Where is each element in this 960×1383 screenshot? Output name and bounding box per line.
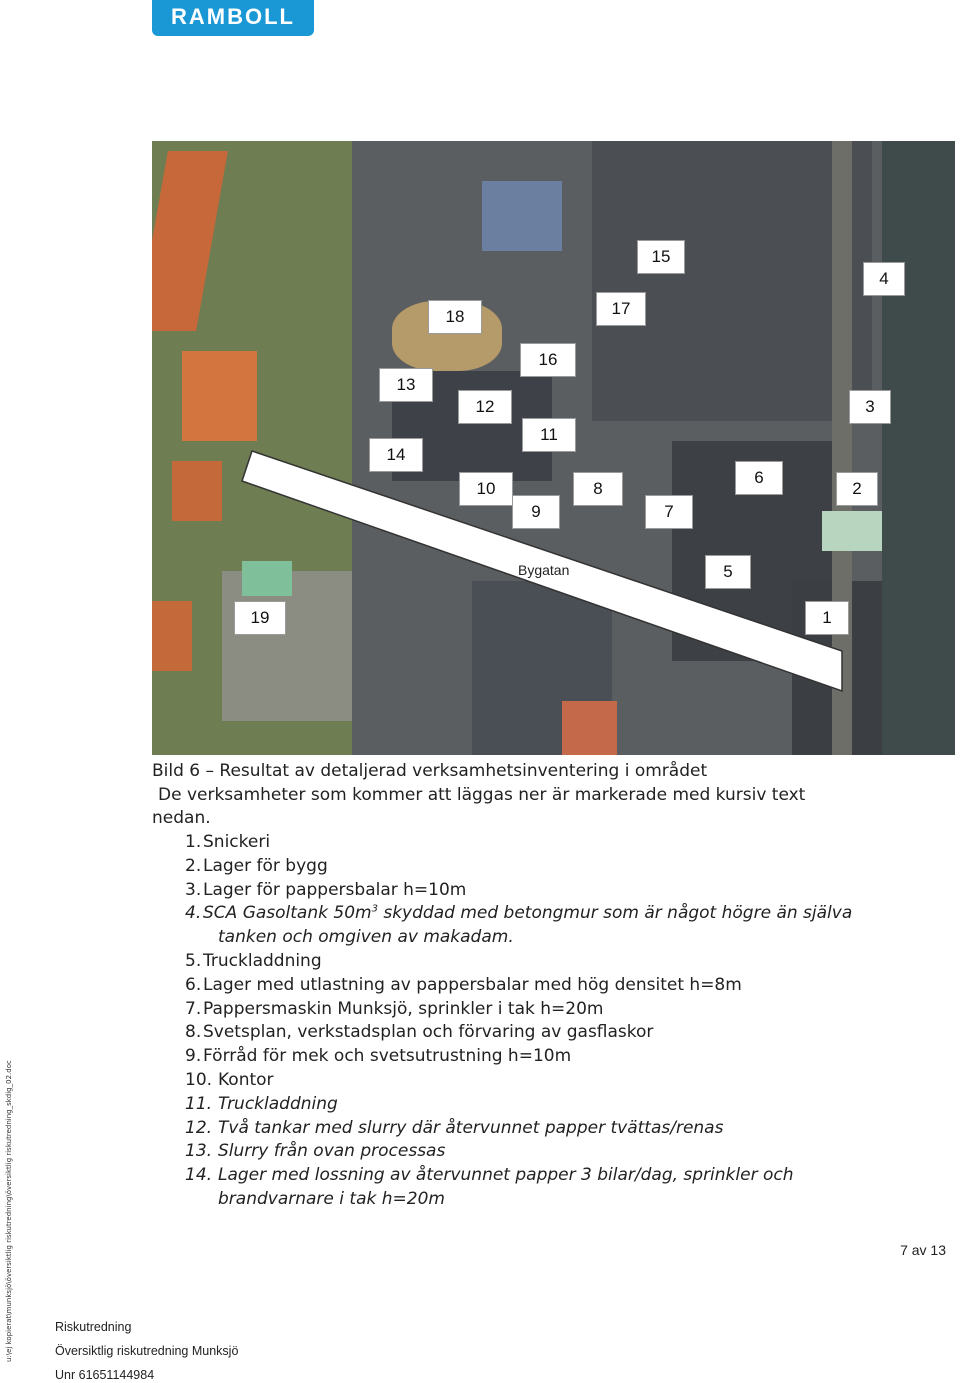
logo-text: RAMBOLL	[171, 4, 295, 29]
list-item	[185, 831, 885, 855]
item-number: 4.	[185, 903, 202, 924]
map-marker: 8	[573, 472, 623, 506]
map-marker: 9	[512, 495, 560, 529]
list-item	[185, 902, 885, 926]
map-marker: 17	[596, 292, 646, 326]
item-number: 7.	[185, 998, 202, 1019]
map-marker: 1	[805, 601, 849, 635]
list-item	[185, 998, 885, 1022]
list-item	[185, 879, 885, 903]
item-number: 12.	[185, 1117, 213, 1138]
item-text: Truckladdning	[203, 950, 322, 971]
map-marker: 12	[458, 390, 512, 424]
map-marker: 19	[234, 601, 286, 635]
list-item	[185, 1164, 885, 1188]
item-text: brandvarnare i tak h=20m	[218, 1188, 445, 1209]
page-number: 7 av 13	[900, 1242, 946, 1258]
map-marker: 2	[836, 472, 878, 506]
item-number: 6.	[185, 974, 202, 995]
item-number: 2.	[185, 855, 202, 876]
footer-line: Översiktlig riskutredning Munksjö	[55, 1344, 239, 1358]
caption-subtitle: De verksamheter som kommer att läggas ner är markerade med kursiv text	[158, 784, 806, 805]
item-text: Förråd för mek och svetsutrustning h=10m	[203, 1046, 572, 1067]
map-marker: 16	[520, 343, 576, 377]
item-text: Två tankar med slurry där återvunnet papper tvättas/renas	[218, 1117, 724, 1138]
map-marker: 11	[522, 418, 576, 452]
footer-line: Riskutredning	[55, 1320, 132, 1334]
map-marker: 15	[637, 240, 685, 274]
item-text: Lager för pappersbalar h=10m	[203, 879, 467, 900]
figure-caption	[152, 760, 852, 831]
item-text	[203, 902, 852, 926]
superscript: 3	[371, 903, 378, 915]
footer-line: Unr 61651144984	[55, 1368, 155, 1382]
item-text: Lager med utlastning av pappersbalar med hög densitet h=8m	[203, 974, 742, 995]
map-marker: 10	[459, 472, 513, 506]
road-label: Bygatan	[518, 562, 570, 578]
item-number: 14.	[185, 1165, 213, 1186]
list-item-continuation	[185, 926, 885, 950]
list-item	[185, 1045, 885, 1069]
item-text: tanken och omgiven av makadam.	[218, 927, 514, 948]
map-marker: 4	[863, 262, 905, 296]
list-item	[185, 1117, 885, 1141]
item-text: Slurry från ovan processas	[218, 1141, 446, 1162]
item-number: 13.	[185, 1141, 213, 1162]
item-number: 1.	[185, 832, 202, 852]
map-marker: 3	[849, 390, 891, 424]
list-item	[185, 974, 885, 998]
map-marker: 6	[735, 461, 783, 495]
map-marker: 13	[379, 368, 433, 402]
file-path: u:\ej kopierat\munksjö\översiktlig riskutredning\översiktlig riskutredning_skdig_02.doc	[5, 1060, 13, 1362]
item-number: 9.	[185, 1046, 202, 1067]
ramboll-logo	[152, 0, 314, 36]
item-text: Pappersmaskin Munksjö, sprinkler i tak h=20m	[203, 998, 604, 1019]
list-item	[185, 950, 885, 974]
item-text-part: SCA Gasoltank 50m	[203, 903, 372, 924]
list-item	[185, 1021, 885, 1045]
list-item	[185, 1140, 885, 1164]
item-number: 10.	[185, 1069, 213, 1090]
item-text: Truckladdning	[218, 1093, 338, 1114]
item-text: Snickeri	[203, 832, 271, 852]
item-number: 3.	[185, 879, 202, 900]
item-number: 5.	[185, 950, 202, 971]
caption-title: Bild 6 – Resultat av detaljerad verksamhetsinventering i området	[152, 761, 708, 781]
activity-list	[185, 831, 885, 1212]
list-item-continuation	[185, 1188, 885, 1212]
item-text: Lager för bygg	[203, 855, 328, 876]
caption-subtitle-cont: nedan.	[152, 808, 211, 828]
list-item	[185, 855, 885, 879]
item-text-part: skyddad med betongmur som är något högre än själva	[377, 903, 853, 924]
map-marker: 5	[705, 555, 751, 589]
item-text: Kontor	[218, 1069, 274, 1090]
item-text: Lager med lossning av återvunnet papper 3 bilar/dag, sprinkler och	[218, 1165, 794, 1186]
map-marker: 18	[428, 300, 482, 334]
list-item	[185, 1093, 885, 1117]
map-marker: 7	[645, 495, 693, 529]
item-number: 8.	[185, 1022, 202, 1043]
item-text: Svetsplan, verkstadsplan och förvaring av gasflaskor	[203, 1022, 654, 1043]
list-item	[185, 1069, 885, 1093]
map-marker: 14	[369, 438, 423, 472]
item-number: 11.	[185, 1093, 213, 1114]
